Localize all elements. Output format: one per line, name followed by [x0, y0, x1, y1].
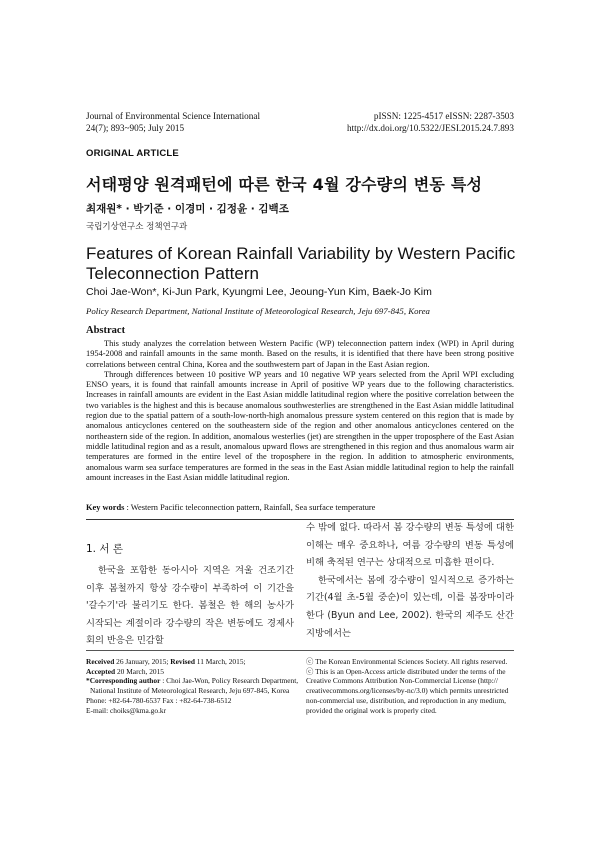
section-heading-introduction: 1. 서 론 — [86, 543, 123, 555]
footnote-right — [306, 657, 514, 715]
license-line-2: Creative Commons Attribution Non-Commercial License (http:// — [306, 676, 498, 686]
abstract-heading: Abstract — [86, 325, 126, 336]
keywords-text: : Western Pacific teleconnection pattern, Rainfall, Sea surface temperature — [124, 503, 376, 512]
intro-paragraph-1-cont: 수 밖에 없다. 따라서 봄 강수량의 변동 특성에 대한 이해는 매우 중요하나, 여름 강수량의 변동 특성에 비해 축적된 연구는 상대적으로 미흡한 편이다. — [306, 522, 514, 569]
footnote-divider — [86, 650, 514, 651]
corresponding-author: *Corresponding author : Choi Jae-Won, Policy Research Department, — [86, 676, 299, 686]
keywords — [86, 503, 514, 512]
intro-paragraph-1: 한국을 포함한 동아시아 지역은 겨울 건조기간 이후 봄철까지 항상 강수량이 부족하여 이 기간을 '갈수기'라 불리기도 한다. 봄철은 한 해의 농사가 시작되는 계절이라 강수량의 작은 변동에도 경제사회의 반응은 민감할 — [86, 565, 294, 647]
intro-paragraph-2: 한국에서는 봄에 강수량이 일시적으로 증가하는 기간(4월 초-5월 중순)이 있는데, 이를 봄장마이라 한다 (Byun and Lee, 2002). 한국의 제주도 산간 지방에서는 — [306, 574, 514, 639]
license-line-1: ⓒ This is an Open-Access article distributed under the terms of the — [306, 666, 506, 676]
english-title: Features of Korean Rainfall Variability by Western Pacific Teleconnection Pattern — [86, 244, 516, 283]
corresponding-phone: Phone: +82-64-780-6537 Fax : +82-64-738-6512 — [86, 695, 232, 705]
license-line-5: provided the original work is properly cited. — [306, 705, 437, 715]
english-affiliation: Policy Research Department, National Institute of Meteorological Research, Jeju 697-845, Korea — [86, 306, 430, 316]
abstract-body — [86, 339, 514, 483]
journal-citation: 24(7); 893~905; July 2015 — [86, 123, 185, 133]
license-line-4: non-commercial use, distribution, and reproduction in any medium, — [306, 695, 506, 705]
journal-header-left — [86, 110, 260, 134]
korean-authors: 최재원* · 박기준 · 이경미 · 김정윤 · 김백조 — [86, 203, 289, 215]
received-line: Received 26 January, 2015; Revised 11 March, 2015; — [86, 657, 246, 666]
footnote-left — [86, 657, 298, 715]
body-column-right — [306, 519, 514, 642]
journal-name: Journal of Environmental Science International — [86, 111, 260, 121]
license-line-3: creativecommons.org/licenses/by-nc/3.0) which permits unrestricted — [306, 686, 509, 696]
body-column-left — [86, 562, 294, 650]
journal-header-right — [347, 110, 514, 134]
journal-doi[interactable]: http://dx.doi.org/10.5322/JESI.2015.24.7.893 — [347, 123, 514, 133]
journal-issn: pISSN: 1225-4517 eISSN: 2287-3503 — [373, 111, 514, 121]
abstract-paragraph-2: Through differences between 10 positive WP years and 10 negative WP years selected from the April WPI excluding ENSO years, it is found that rainfall amounts increase in April of positive WP years due to the following characteristics. Increases in rainfall amounts are evident in the East Asian middle latitudinal region where the positive correlation between the two variables is the highest and this is because anomalous southwesterlies are strengthened in the East Asian middle latitudinal region due to the spatial pattern of a south-low-north-high anomalous pressure system centered on this region that is made by anomalous anticyclones centered on the southeastern side of the region and other anomalous anticyclones centered on the northeastern side of the region. In addition, anomalous westerlies (jet) are strengthen in the upper troposphere of the East Asian middle latitudinal region and as a result, anomalous upward flows are strengthened in this region and thus anomalous warm air temperatures are formed in the entire level of the troposphere in the region. In addition to atmospheric environments, anomalous warm sea surface temperatures are formed in the seas in the East Asian middle latitudinal region to help the rainfall amount increases in the East Asian middle latitudinal region. — [86, 369, 514, 482]
keywords-label: Key words — [86, 503, 125, 512]
corresponding-affiliation: National Institute of Meteorological Research, Jeju 697-845, Korea — [90, 686, 290, 696]
corresponding-email[interactable]: E-mail: choiks@kma.go.kr — [86, 705, 167, 715]
korean-affiliation: 국립기상연구소 정책연구과 — [86, 222, 188, 232]
copyright-line: ⓒ The Korean Environmental Sciences Society. All rights reserved. — [306, 657, 508, 666]
korean-title: 서태평양 원격패턴에 따른 한국 4월 강수량의 변동 특성 — [86, 175, 483, 194]
article-type: ORIGINAL ARTICLE — [86, 148, 179, 159]
abstract-paragraph-1: This study analyzes the correlation between Western Pacific (WP) teleconnection pattern index (WPI) in April during 1954-2008 and rainfall amounts in the same month. Based on the results, it is identified that there have been strong positive correlations between central China, Korea and the southwestern part of Japan in the East Asian region. — [86, 339, 514, 369]
english-authors: Choi Jae-Won*, Ki-Jun Park, Kyungmi Lee, Jeoung-Yun Kim, Baek-Jo Kim — [86, 286, 432, 298]
accepted-line: Accepted 20 March, 2015 — [86, 666, 164, 676]
